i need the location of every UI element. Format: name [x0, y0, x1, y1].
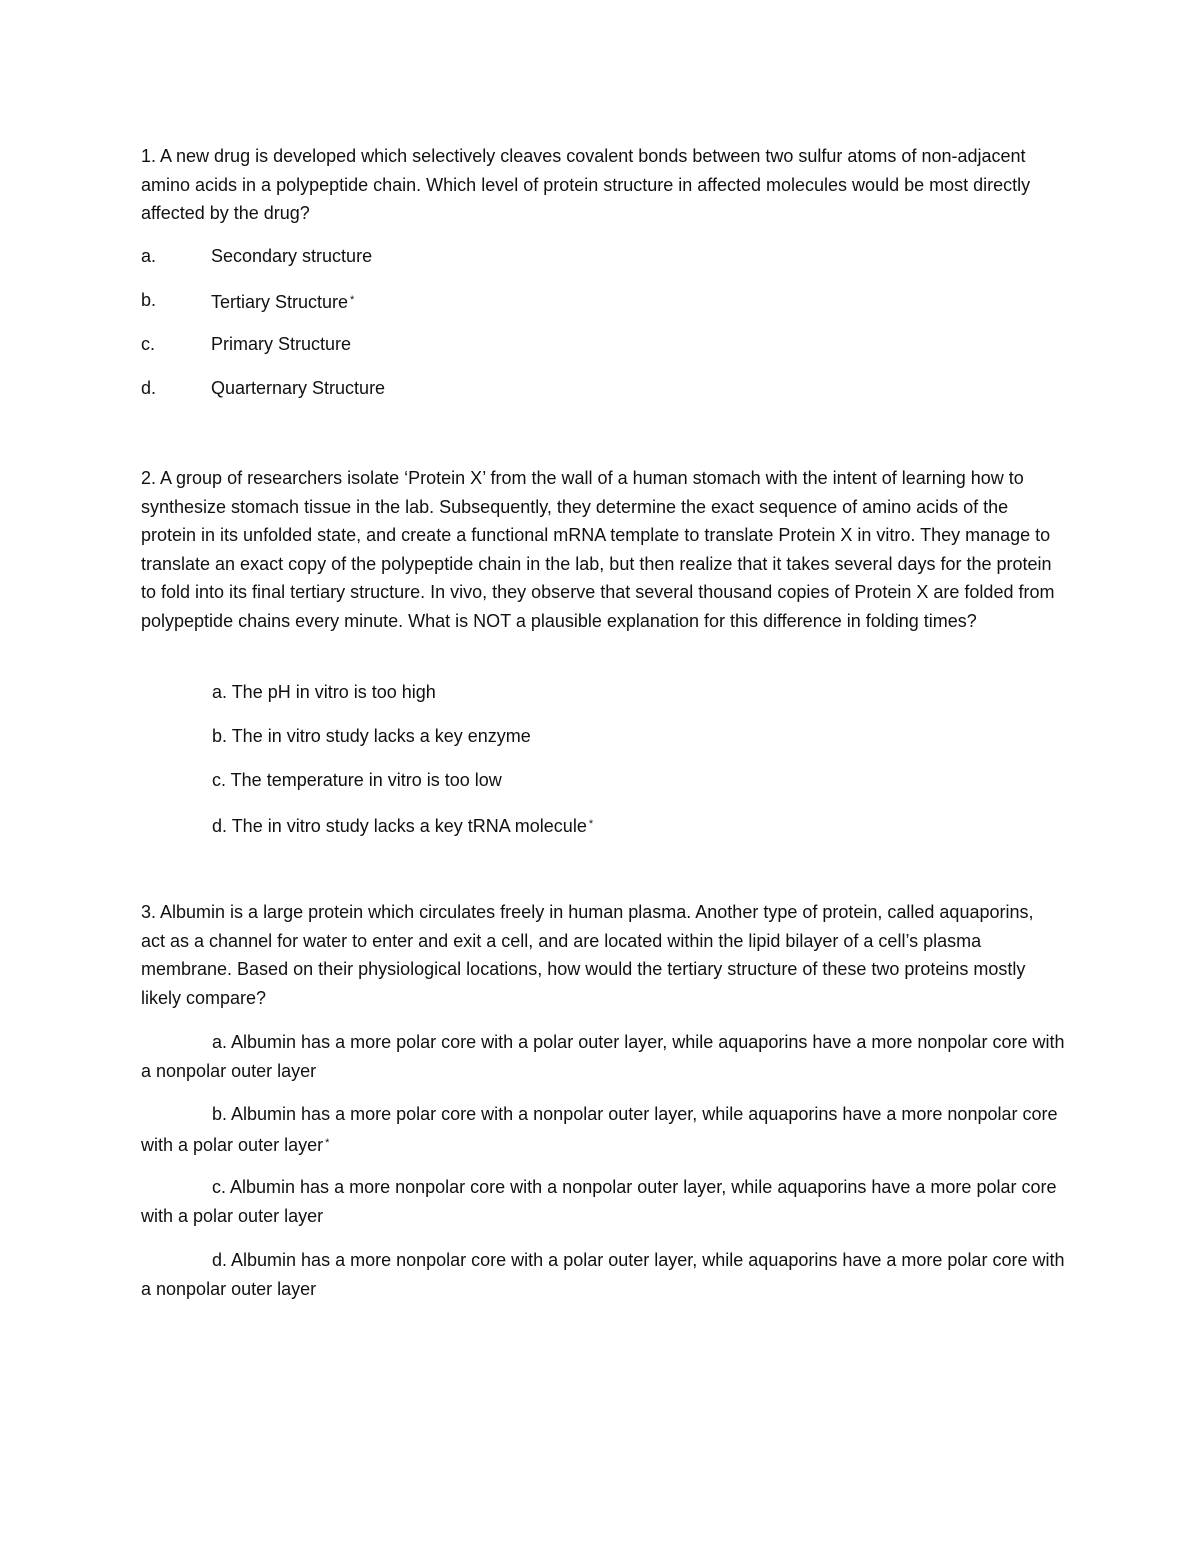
- q3-option-c: [141, 1173, 1071, 1230]
- option-label: c. Albumin has a more nonpolar core with a nonpolar outer layer, while aquaporins have a more polar core with a polar outer layer: [141, 1177, 1057, 1226]
- question-3-text: 3. Albumin is a large protein which circulates freely in human plasma. Another type of protein, called aquaporins, act as a channel for water to enter and exit a cell, and are located within the lipid bilayer of a cell’s plasma membrane. Based on their physiological locations, how would the tertiary structure of these two proteins mostly likely compare?: [141, 902, 1034, 1008]
- question-2-text: 2. A group of researchers isolate ‘Protein X’ from the wall of a human stomach with the intent of learning how to synthesize stomach tissue in the lab. Subsequently, they determine the exact sequence of amino acids of the protein in its unfolded state, and create a functional mRNA template to translate Protein X in vitro. They manage to translate an exact copy of the polypeptide chain in the lab, but then realize that it takes several days for the protein to fold into its final tertiary structure. In vivo, they observe that several thousand copies of Protein X are folded from polypeptide chains every minute. What is NOT a plausible explanation for this difference in folding times?: [141, 468, 1055, 631]
- option-text: [211, 286, 354, 317]
- option-label: b. Albumin has a more polar core with a nonpolar outer layer, while aquaporins have a more nonpolar core with a polar outer layer: [141, 1104, 1058, 1155]
- option-letter: a.: [141, 246, 157, 266]
- option-label: d. Albumin has a more nonpolar core with a polar outer layer, while aquaporins have a more polar core with a nonpolar outer layer: [141, 1250, 1065, 1299]
- q3-option-d: [141, 1246, 1071, 1303]
- option-label: Quarternary Structure: [211, 378, 386, 398]
- option-text: b. The in vitro study lacks a key enzyme: [212, 726, 531, 746]
- question-1-text: 1. A new drug is developed which selectively cleaves covalent bonds between two sulfur atoms of non-adjacent amino acids in a polypeptide chain. Which level of protein structure in affected molecules would be most directly affected by the drug?: [141, 146, 1031, 223]
- option-text: [212, 810, 593, 841]
- q3-option-b: [141, 1100, 1071, 1159]
- option-text: c. The temperature in vitro is too low: [212, 770, 502, 790]
- option-label: d. The in vitro study lacks a key tRNA molecule: [212, 816, 587, 836]
- option-label: Primary Structure: [211, 334, 352, 354]
- option-label: a. Albumin has a more polar core with a polar outer layer, while aquaporins have a more nonpolar core with a nonpolar outer layer: [141, 1032, 1065, 1081]
- answer-mark: *: [325, 1136, 330, 1149]
- answer-mark: *: [350, 294, 355, 306]
- option-text: [211, 242, 372, 271]
- q3-option-a: [141, 1028, 1071, 1085]
- option-label: Tertiary Structure: [211, 292, 349, 312]
- option-letter: d.: [141, 378, 157, 398]
- option-letter: b.: [141, 290, 157, 310]
- option-label: Secondary structure: [211, 246, 373, 266]
- option-text: [211, 374, 385, 403]
- option-text: a. The pH in vitro is too high: [212, 682, 436, 702]
- answer-mark: *: [588, 818, 594, 830]
- option-letter: c.: [141, 334, 156, 354]
- option-text: [211, 330, 351, 359]
